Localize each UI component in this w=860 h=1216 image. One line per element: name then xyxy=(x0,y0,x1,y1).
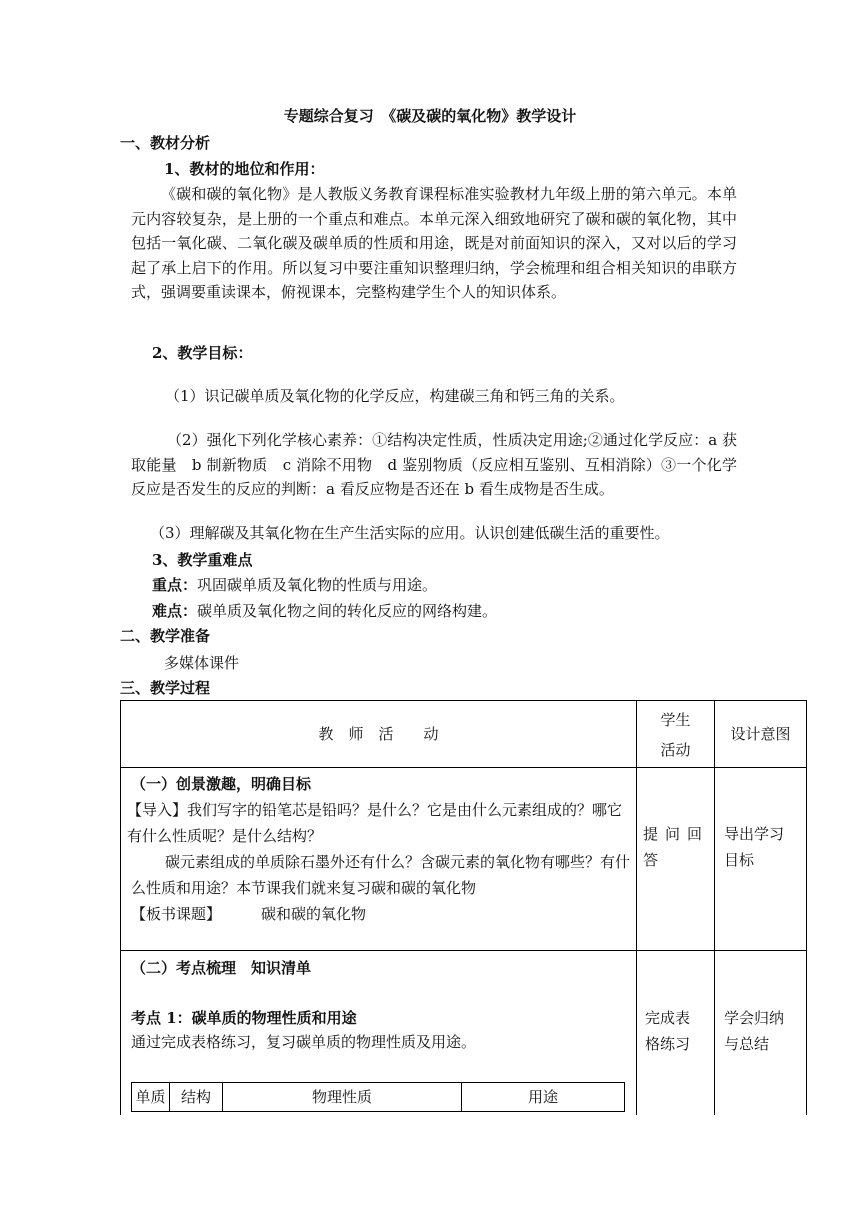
subheading-goals: 2、教学目标： xyxy=(152,344,253,362)
row2-design-intent xyxy=(724,1005,804,1057)
row2-student-activity xyxy=(645,1005,711,1057)
goal-1: （1）识记碳单质及氧化物的化学反应，构建碳三角和钙三角的关系。 xyxy=(165,387,625,405)
row2-student-line1: 完成表 xyxy=(645,1009,691,1027)
row2-intent-line1: 学会归纳 xyxy=(724,1009,785,1027)
document-title: 专题综合复习 《碳及碳的氧化物》教学设计 xyxy=(283,107,577,125)
column-divider xyxy=(806,701,807,1115)
subheading-key-points: 3、教学重难点 xyxy=(152,551,253,569)
row1-paragraph-2: 碳元素组成的单质除石墨外还有什么？含碳元素的氧化物有哪些？有什么性质和用途？本节课我们就来复习碳和碳的氧化物 xyxy=(131,853,631,897)
paragraph-status-role: 《碳和碳的氧化物》是人教版义务教育课程标准实验教材九年级上册的第六单元。本单元内容较复杂，是上册的一个重点和难点。本单元深入细致地研究了碳和碳的氧化物，其中包括一氧化碳、二氧化碳及碳单质的性质和用途，既是对前面知识的深入，又对以后的学习起了承上启下的作用。所以复习中要注重知识整理归纳，学会梳理和组合相关知识的串联方式，强调要重读课本，俯视课本，完整构建学生个人的知识体系。 xyxy=(131,185,737,301)
section-heading-preparation: 二、教学准备 xyxy=(120,627,211,645)
difficulty-text: 碳单质及氧化物之间的转化反应的网络构建。 xyxy=(197,602,498,620)
point-1-text: 通过完成表格练习，复习碳单质的物理性质及用途。 xyxy=(131,1033,477,1051)
inner-header-uses: 用途 xyxy=(527,1088,558,1106)
key-point-label: 重点： xyxy=(152,576,198,594)
header-design-intent: 设计意图 xyxy=(730,725,791,743)
row1-student-activity: 提问回答 xyxy=(643,825,710,869)
carbon-properties-table xyxy=(131,1082,625,1112)
subheading-status-role: 1、教材的地位和作用： xyxy=(164,160,325,178)
row1-intro xyxy=(127,797,631,849)
row1-design-intent xyxy=(724,821,804,873)
inner-header-substance: 单质 xyxy=(135,1088,166,1106)
row-divider xyxy=(121,767,807,768)
intro-text: 我们写字的铅笔芯是铅吗？是什么？它是由什么元素组成的？哪它有什么性质呢？是什么结构？ xyxy=(127,801,623,845)
board-title-label: 【板书课题】 xyxy=(131,905,222,923)
header-teacher-activity: 教 师 活 动 xyxy=(318,725,439,743)
preparation-text: 多媒体课件 xyxy=(164,654,240,672)
row1-intent-line2: 目标 xyxy=(724,851,755,869)
difficulty-label: 难点： xyxy=(152,602,198,620)
teaching-process-table xyxy=(120,700,807,1115)
point-1-title: 考点 1：碳单质的物理性质和用途 xyxy=(131,1009,357,1027)
goal-3: （3）理解碳及其氧化物在生产生活实际的应用。认识创建低碳生活的重要性。 xyxy=(150,524,670,542)
row1-board-title xyxy=(131,901,631,927)
key-point-line xyxy=(152,573,437,597)
header-student-activity xyxy=(637,705,714,765)
section-heading-process: 三、教学过程 xyxy=(120,679,211,697)
row-divider xyxy=(121,950,807,951)
row1-intent-line1: 导出学习 xyxy=(724,825,785,843)
row1-teacher-content xyxy=(127,771,631,927)
inner-header-physical-properties: 物理性质 xyxy=(311,1088,372,1106)
row2-heading: （二）考点梳理 知识清单 xyxy=(131,959,312,977)
row2-intent-line2: 与总结 xyxy=(724,1035,770,1053)
header-student-line1: 学生 xyxy=(660,711,691,729)
section-heading-analysis: 一、教材分析 xyxy=(120,134,211,152)
header-student-line2: 活动 xyxy=(660,741,691,759)
inner-header-structure: 结构 xyxy=(180,1088,211,1106)
board-title-text: 碳和碳的氧化物 xyxy=(261,905,367,923)
goal-2: （2）强化下列化学核心素养：①结构决定性质，性质决定用途;②通过化学反应：a 获取能量 b 制新物质 c 消除不用物 d 鉴别物质（反应相互鉴别、互相消除）③一个化学反应是否发生的反应的判断：a 看反应物是否还在 b 看生成物是否生成。 xyxy=(131,431,737,498)
key-point-text: 巩固碳单质及氧化物的性质与用途。 xyxy=(197,576,438,594)
column-divider xyxy=(714,701,715,1115)
intro-label: 【导入】 xyxy=(127,801,188,819)
row2-student-line2: 格练习 xyxy=(645,1035,691,1053)
row1-heading: （一）创景激趣，明确目标 xyxy=(131,775,312,793)
difficulty-line xyxy=(152,599,497,623)
